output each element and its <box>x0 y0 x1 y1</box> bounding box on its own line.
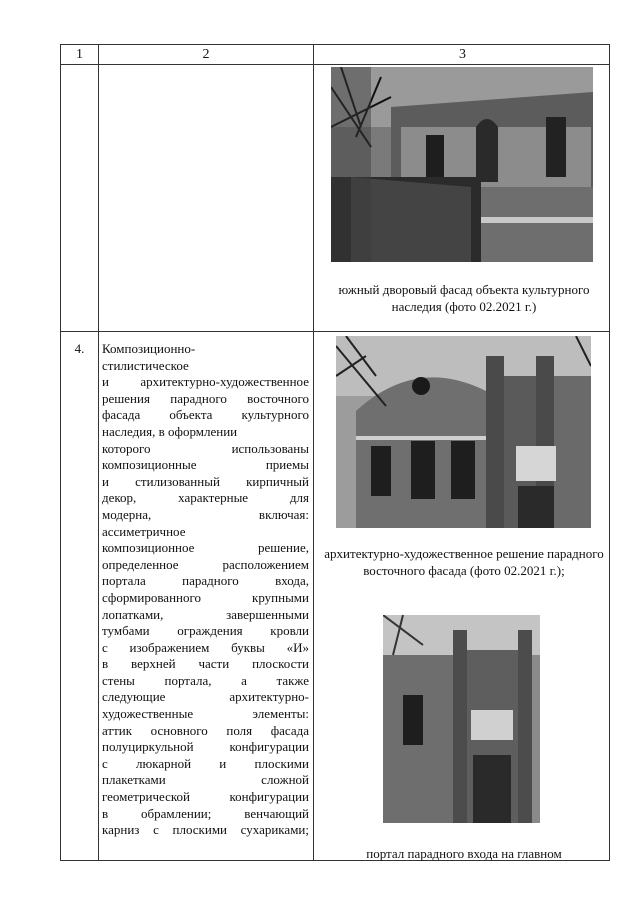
desc-line: декор, характерные для <box>102 490 309 506</box>
east-facade-photo <box>336 336 591 528</box>
desc-line: решения парадного восточного <box>102 390 309 406</box>
desc-line: стилистическое <box>102 357 189 373</box>
desc-line: и архитектурно-художественное <box>102 374 309 390</box>
header-col-1: 1 <box>76 47 83 62</box>
desc-line: ассиметричное <box>102 523 186 539</box>
desc-line: модерна, включая: <box>102 506 309 522</box>
desc-line: следующие архитектурно- <box>102 689 309 705</box>
desc-line: которого использованы <box>102 440 309 456</box>
desc-line: с люкарной и плоскими <box>102 755 309 771</box>
desc-line: наследия, в оформлении <box>102 423 238 439</box>
desc-line: и стилизованный кирпичный <box>102 473 309 489</box>
south-yard-facade-photo <box>331 67 593 262</box>
desc-line: композиционные приемы <box>102 457 309 473</box>
desc-line: геометрической конфигурации <box>102 789 309 805</box>
desc-line: Композиционно- <box>102 341 196 356</box>
column-divider-2 <box>313 45 314 860</box>
desc-line: портала парадного входа, <box>102 573 309 589</box>
desc-line: стены портала, а также <box>102 672 309 688</box>
header-divider <box>61 64 609 65</box>
row-divider <box>61 331 609 332</box>
desc-line: плакетками сложной <box>102 772 309 788</box>
desc-line: сформированного крупными <box>102 589 309 605</box>
desc-line: художественные элементы: <box>102 706 309 722</box>
desc-line: полуциркульной конфигурации <box>102 739 309 755</box>
header-col-2: 2 <box>202 47 210 62</box>
desc-line: в обрамлении; венчающий <box>102 805 309 821</box>
column-divider-1 <box>98 45 99 860</box>
row-description <box>102 341 309 839</box>
east-facade-caption: архитектурно-художественное решение парадного восточного фасада (фото 02.2021 г.); <box>324 546 604 578</box>
desc-line: аттик основного поля фасада <box>102 722 309 738</box>
desc-line: композиционное решение, <box>102 540 309 556</box>
row-number: 4. <box>74 341 85 356</box>
header-col-3: 3 <box>459 47 466 62</box>
desc-line: тумбами ограждения кровли <box>102 623 309 639</box>
heritage-table <box>60 44 610 861</box>
desc-line: с изображением буквы «И» <box>102 639 309 655</box>
entrance-portal-caption: портал парадного входа на главном <box>366 846 562 861</box>
desc-line: определенное расположением <box>102 556 309 572</box>
desc-line: фасада объекта культурного <box>102 407 309 423</box>
desc-line: карниз с плоскими сухариками; <box>102 822 309 838</box>
desc-line: лопатками, завершенными <box>102 606 309 622</box>
desc-line: в верхней части плоскости <box>102 656 309 672</box>
entrance-portal-photo <box>383 615 540 823</box>
south-yard-facade-caption: южный дворовый фасад объекта культурного наследия (фото 02.2021 г.) <box>338 282 590 314</box>
